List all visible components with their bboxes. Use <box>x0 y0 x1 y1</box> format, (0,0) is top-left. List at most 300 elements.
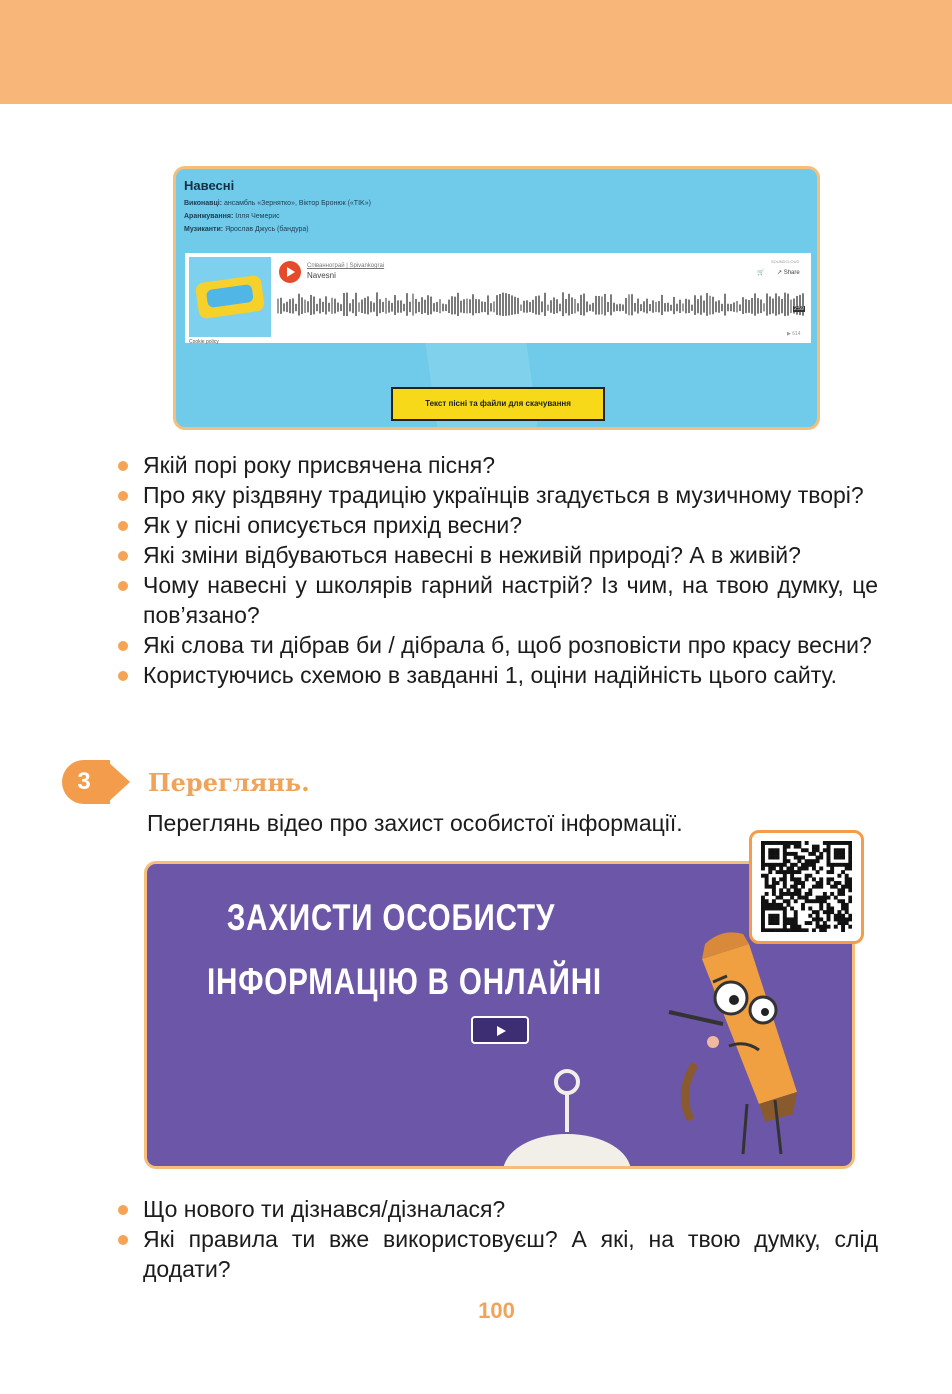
waveform-bar <box>694 295 696 315</box>
qr-code[interactable] <box>749 830 864 944</box>
lyrics-download-button[interactable]: Текст пісні та файли для скачування <box>391 387 605 421</box>
qr-module <box>797 892 801 896</box>
cookie-policy-link[interactable]: Cookie policy <box>189 339 219 345</box>
qr-module <box>761 848 765 852</box>
qr-module <box>776 907 780 911</box>
waveform-bar <box>460 301 462 313</box>
waveform-bar <box>568 294 570 316</box>
waveform-bar <box>745 299 747 313</box>
waveform-bar <box>676 304 678 312</box>
qr-module <box>761 921 765 925</box>
waveform-bar <box>763 303 765 311</box>
qr-module <box>837 888 841 892</box>
qr-module <box>827 863 831 867</box>
waveform-bar <box>802 293 804 315</box>
qr-module <box>790 863 794 867</box>
qr-module <box>783 859 787 863</box>
waveform-bar <box>748 300 750 313</box>
qr-module <box>827 903 831 907</box>
qr-module <box>776 903 780 907</box>
qr-module <box>790 885 794 889</box>
track-duration: 2:59 <box>794 306 804 312</box>
qr-module <box>768 848 772 852</box>
waveform-bar <box>619 304 621 311</box>
qr-module <box>786 903 790 907</box>
waveform-bar <box>613 303 615 312</box>
qr-module <box>834 881 838 885</box>
waveform-bar <box>706 293 708 316</box>
qr-module <box>819 852 823 856</box>
qr-module <box>786 841 790 845</box>
qr-module <box>805 928 809 932</box>
qr-module <box>845 866 849 870</box>
waveform-bar <box>295 304 297 311</box>
qr-module <box>812 910 816 914</box>
qr-module <box>827 925 831 929</box>
qr-module <box>848 917 852 921</box>
question-text: Що нового ти дізнався/дізналася? <box>143 1196 506 1222</box>
soundcloud-logo[interactable]: SOUNDCLOUD <box>771 259 800 264</box>
qr-module <box>772 914 776 918</box>
waveform-bar <box>364 298 366 314</box>
qr-module <box>823 899 827 903</box>
qr-module <box>841 885 845 889</box>
qr-module <box>819 925 823 929</box>
qr-module <box>805 859 809 863</box>
qr-module <box>794 899 798 903</box>
waveform-bar <box>280 298 282 314</box>
qr-module <box>768 885 772 889</box>
list-item <box>118 540 878 570</box>
questions-list-2 <box>118 1194 878 1284</box>
waveform-bar <box>721 304 723 311</box>
qr-module <box>776 856 780 860</box>
qr-module <box>761 910 765 914</box>
qr-module <box>841 863 845 867</box>
qr-module <box>805 921 809 925</box>
qr-module <box>768 907 772 911</box>
qr-module <box>776 921 780 925</box>
waveform-bar <box>550 300 552 312</box>
waveform-bar <box>502 293 504 316</box>
qr-module <box>761 845 765 849</box>
waveform-bar <box>589 304 591 310</box>
waveform-bar <box>574 299 576 313</box>
qr-module <box>768 928 772 932</box>
qr-module <box>816 917 820 921</box>
waveform-bar <box>526 300 528 312</box>
waveform-bar <box>505 293 507 316</box>
waveform-bar <box>643 301 645 312</box>
qr-module <box>801 885 805 889</box>
qr-module <box>848 859 852 863</box>
qr-module <box>808 888 812 892</box>
qr-module <box>848 881 852 885</box>
performers-line <box>184 200 371 207</box>
qr-module <box>797 881 801 885</box>
bullet-icon <box>118 551 128 561</box>
qr-module <box>765 899 769 903</box>
waveform-bar <box>286 302 288 312</box>
qr-module <box>848 852 852 856</box>
qr-module <box>783 881 787 885</box>
waveform-bar <box>382 302 384 312</box>
waveform-bar <box>559 304 561 312</box>
qr-module <box>794 888 798 892</box>
page-number: 100 <box>478 1298 515 1323</box>
question-text: Як у пісні описується прихід весни? <box>143 512 523 538</box>
qr-module <box>837 841 841 845</box>
waveform-bar <box>307 301 309 312</box>
qr-module <box>837 910 841 914</box>
qr-module <box>783 907 787 911</box>
waveform-bar <box>277 299 279 314</box>
qr-module <box>794 885 798 889</box>
waveform-bar <box>475 299 477 313</box>
qr-module <box>819 899 823 903</box>
qr-module <box>812 848 816 852</box>
question-text: Користуючись схемою в завданні 1, оціни надійність цього сайту. <box>143 662 838 688</box>
top-band <box>0 0 952 104</box>
waveform-bar <box>487 295 489 314</box>
waveform-bar <box>403 304 405 311</box>
waveform-bar <box>607 302 609 312</box>
qr-module <box>794 921 798 925</box>
play-icon[interactable] <box>279 261 301 283</box>
qr-module <box>794 845 798 849</box>
qr-module <box>801 928 805 932</box>
waveform-bar <box>478 299 480 313</box>
qr-module <box>848 885 852 889</box>
waveform-bar <box>283 303 285 311</box>
qr-module <box>830 892 834 896</box>
waveform-bar <box>736 301 738 312</box>
qr-module <box>848 899 852 903</box>
waveform-bar <box>688 300 690 313</box>
qr-module <box>812 885 816 889</box>
share-label: Share <box>783 270 800 276</box>
bullet-icon <box>118 1235 128 1245</box>
waveform-bar <box>541 301 543 312</box>
qr-module <box>776 841 780 845</box>
waveform-bar <box>697 299 699 313</box>
qr-module <box>761 866 765 870</box>
qr-module <box>768 856 772 860</box>
waveform-bar <box>652 300 654 312</box>
waveform-bar <box>580 295 582 315</box>
waveform-bar <box>385 298 387 314</box>
waveform-bar <box>340 304 342 311</box>
qr-module <box>790 917 794 921</box>
qr-module <box>848 845 852 849</box>
waveform-bar <box>424 300 426 313</box>
qr-module <box>783 848 787 852</box>
waveform-bar <box>445 304 447 311</box>
qr-module <box>808 899 812 903</box>
qr-module <box>837 881 841 885</box>
waveform-bar <box>358 302 360 311</box>
qr-module <box>823 848 827 852</box>
qr-module <box>834 925 838 929</box>
waveform-bar <box>712 297 714 315</box>
waveform-bar <box>628 294 630 315</box>
qr-module <box>841 928 845 932</box>
qr-module <box>772 899 776 903</box>
qr-module <box>827 896 831 900</box>
song-title: Навесні <box>184 178 235 193</box>
bullet-icon <box>118 641 128 651</box>
qr-module <box>827 877 831 881</box>
qr-code-icon <box>761 841 852 932</box>
waveform-bar <box>292 298 294 313</box>
waveform-bar <box>775 293 777 315</box>
waveform-bar <box>781 299 783 313</box>
list-item <box>118 510 878 540</box>
waveform[interactable] <box>277 291 805 323</box>
qr-module <box>816 845 820 849</box>
qr-module <box>841 899 845 903</box>
waveform-bar <box>787 294 789 316</box>
share-button[interactable]: ↗ Share <box>777 270 800 276</box>
qr-module <box>827 870 831 874</box>
waveform-bar <box>373 303 375 312</box>
qr-module <box>801 856 805 860</box>
qr-module <box>830 877 834 881</box>
qr-module <box>819 885 823 889</box>
list-item <box>118 450 878 480</box>
qr-module <box>841 856 845 860</box>
qr-module <box>768 914 772 918</box>
qr-module <box>761 917 765 921</box>
qr-module <box>837 899 841 903</box>
bullet-icon <box>118 521 128 531</box>
soundcloud-player[interactable] <box>185 253 811 343</box>
waveform-bar <box>361 300 363 314</box>
waveform-bar <box>565 299 567 313</box>
performers-label: Виконавці: <box>184 200 223 207</box>
waveform-bar <box>742 297 744 314</box>
qr-module <box>845 874 849 878</box>
qr-module <box>816 914 820 918</box>
qr-module <box>827 907 831 911</box>
waveform-bar <box>778 296 780 314</box>
waveform-bar <box>427 295 429 315</box>
video-heading <box>207 886 602 1014</box>
waveform-bar <box>451 296 453 314</box>
qr-module <box>805 896 809 900</box>
qr-module <box>823 841 827 845</box>
qr-module <box>845 881 849 885</box>
list-item <box>118 1194 878 1224</box>
waveform-bar <box>331 298 333 314</box>
qr-module <box>761 925 765 929</box>
qr-module <box>837 863 841 867</box>
arrangement-value: Ілля Чемерис <box>235 213 280 220</box>
waveform-bar <box>406 293 408 316</box>
waveform-bar <box>439 299 441 313</box>
qr-module <box>823 925 827 929</box>
waveform-bar <box>328 303 330 312</box>
waveform-bar <box>649 304 651 311</box>
waveform-bar <box>523 301 525 313</box>
qr-module <box>801 848 805 852</box>
qr-module <box>837 921 841 925</box>
waveform-bar <box>313 297 315 315</box>
waveform-bar <box>517 298 519 314</box>
waveform-bar <box>682 303 684 311</box>
video-heading-line-1: ЗАХИСТИ ОСОБИСТУ <box>226 897 556 938</box>
qr-module <box>841 848 845 852</box>
waveform-bar <box>637 299 639 314</box>
qr-module <box>808 892 812 896</box>
waveform-bar <box>433 303 435 311</box>
waveform-bar <box>700 295 702 314</box>
qr-module <box>805 848 809 852</box>
waveform-bar <box>553 297 555 314</box>
video-play-button[interactable] <box>471 1016 529 1044</box>
task-description: Переглянь відео про захист особистої інформації. <box>147 810 683 836</box>
qr-module <box>765 841 769 845</box>
waveform-bar <box>514 297 516 315</box>
qr-module <box>827 841 831 845</box>
qr-module <box>783 914 787 918</box>
qr-module <box>816 870 820 874</box>
waveform-bar <box>472 294 474 315</box>
bullet-icon <box>118 1205 128 1215</box>
track-user-link[interactable]: Співаннограй | Spivankograi <box>307 263 385 269</box>
waveform-bar <box>532 300 534 313</box>
qr-module <box>786 859 790 863</box>
qr-module <box>772 863 776 867</box>
qr-module <box>845 863 849 867</box>
waveform-bar <box>562 292 564 316</box>
qr-module <box>805 863 809 867</box>
qr-module <box>816 885 820 889</box>
waveform-bar <box>538 296 540 315</box>
qr-module <box>797 866 801 870</box>
qr-module <box>776 848 780 852</box>
qr-module <box>827 845 831 849</box>
qr-module <box>848 866 852 870</box>
qr-module <box>830 907 834 911</box>
qr-module <box>786 852 790 856</box>
qr-module <box>797 870 801 874</box>
qr-module <box>797 856 801 860</box>
qr-module <box>797 841 801 845</box>
track-name: Navesni <box>307 271 336 280</box>
qr-module <box>819 928 823 932</box>
task-badge-arrow <box>106 760 130 804</box>
qr-module <box>834 852 838 856</box>
waveform-bar <box>685 299 687 314</box>
qr-module <box>834 841 838 845</box>
qr-module <box>816 881 820 885</box>
qr-module <box>765 907 769 911</box>
qr-module <box>812 852 816 856</box>
qr-module <box>783 852 787 856</box>
qr-module <box>779 863 783 867</box>
waveform-bar <box>496 295 498 315</box>
qr-module <box>816 899 820 903</box>
qr-module <box>841 841 845 845</box>
qr-module <box>808 921 812 925</box>
qr-module <box>772 877 776 881</box>
qr-module <box>786 917 790 921</box>
qr-module <box>765 874 769 878</box>
qr-module <box>841 921 845 925</box>
waveform-bar <box>667 303 669 312</box>
qr-module <box>819 866 823 870</box>
qr-module <box>794 892 798 896</box>
waveform-bar <box>334 299 336 314</box>
waveform-bar <box>337 303 339 312</box>
waveform-bar <box>352 299 354 313</box>
waveform-bar <box>556 299 558 313</box>
waveform-bar <box>571 297 573 314</box>
arrangement-line <box>184 213 280 220</box>
qr-module <box>808 852 812 856</box>
qr-module <box>772 921 776 925</box>
qr-module <box>827 917 831 921</box>
qr-module <box>797 888 801 892</box>
qr-module <box>761 928 765 932</box>
qr-module <box>772 907 776 911</box>
waveform-bar <box>322 302 324 312</box>
cart-icon[interactable]: 🛒 <box>757 270 765 276</box>
waveform-bar <box>457 293 459 316</box>
qr-module <box>816 921 820 925</box>
qr-module <box>834 863 838 867</box>
waveform-bar <box>739 304 741 311</box>
waveform-bar <box>544 293 546 316</box>
waveform-bar <box>343 293 345 316</box>
qr-module <box>805 877 809 881</box>
question-text: Якій порі року присвячена пісня? <box>143 452 496 478</box>
qr-module <box>776 881 780 885</box>
qr-module <box>772 892 776 896</box>
qr-module <box>830 870 834 874</box>
qr-module <box>790 877 794 881</box>
qr-module <box>779 892 783 896</box>
waveform-bar <box>715 301 717 312</box>
qr-module <box>834 885 838 889</box>
waveform-bar <box>379 299 381 313</box>
waveform-bar <box>757 298 759 314</box>
qr-module <box>834 914 838 918</box>
album-logo <box>195 275 265 320</box>
qr-module <box>772 841 776 845</box>
bullet-icon <box>118 461 128 471</box>
qr-module <box>779 888 783 892</box>
waveform-bar <box>469 299 471 313</box>
qr-module <box>845 910 849 914</box>
waveform-bar <box>583 294 585 316</box>
qr-module <box>819 896 823 900</box>
qr-module <box>765 863 769 867</box>
qr-module <box>848 863 852 867</box>
performers-value: ансамбль «Зернятко», Віктор Бронюк («TIK») <box>224 200 371 207</box>
qr-module <box>801 863 805 867</box>
qr-module <box>786 866 790 870</box>
waveform-bar <box>733 302 735 311</box>
qr-module <box>765 892 769 896</box>
qr-module <box>845 877 849 881</box>
arrangement-label: Аранжування: <box>184 213 234 220</box>
qr-module <box>819 877 823 881</box>
qr-module <box>772 888 776 892</box>
qr-module <box>823 928 827 932</box>
qr-module <box>816 925 820 929</box>
